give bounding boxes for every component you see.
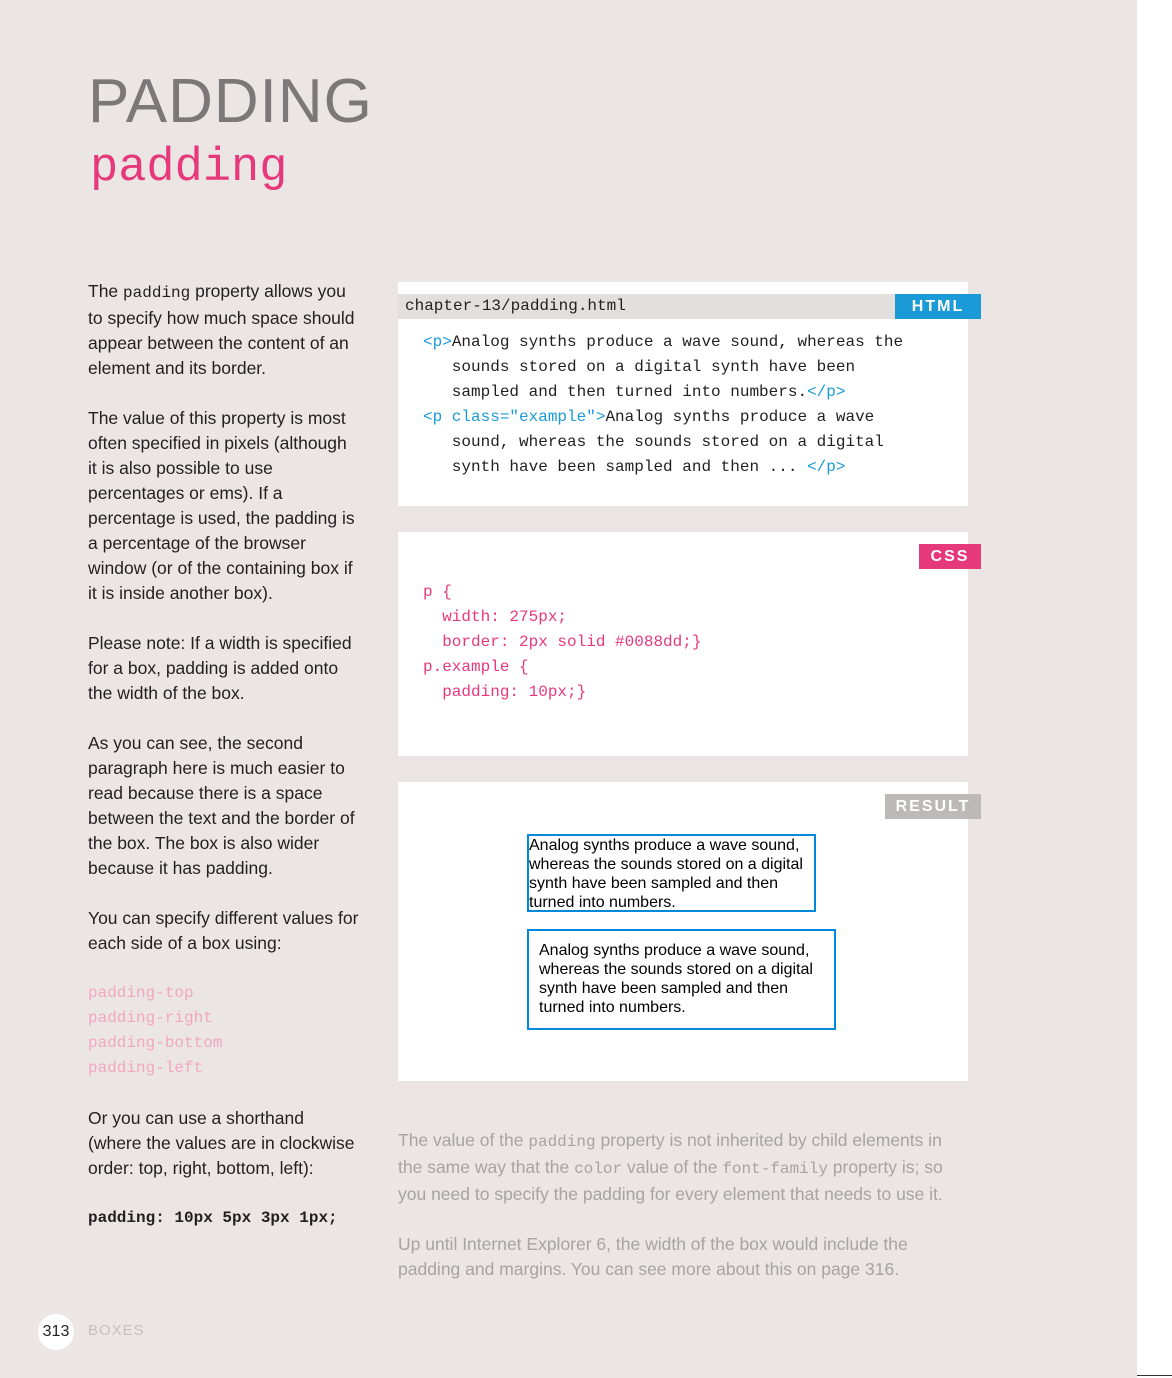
result-panel (398, 782, 971, 1081)
page-title: PADDING (88, 67, 373, 136)
property-item: padding-top (88, 984, 194, 1002)
property-list (88, 981, 360, 1081)
result-paragraph-plain: Analog synths produce a wave sound, whereas the sounds stored on a digital synth have been sampled and then turned into numbers. (527, 834, 816, 912)
html-code-panel (398, 282, 968, 506)
paragraph: Or you can use a shorthand (where the values are in clockwise order: top, right, bottom, left): (88, 1108, 355, 1178)
page-edge-line (1137, 1375, 1172, 1376)
section-name: BOXES (88, 1322, 145, 1339)
property-item: padding-bottom (88, 1034, 223, 1052)
note-paragraph: The value of the padding property is not inherited by child elements in the same way that the color value of the font-family property is; so you need to specify the padding for every element that needs to use it. (398, 1130, 943, 1204)
css-tag-label: CSS (919, 544, 981, 569)
paragraph: The value of this property is most often specified in pixels (although it is also possible to use percentages or ems). If a percentage is used, the padding is a percentage of the browser window (or of the containing box if it is inside another box). (88, 408, 355, 603)
html-code: <p>Analog synths produce a wave sound, whereas the sounds stored on a digital synth have been sampled and then turned into numbers.</p> <p class="example">Analog synths produce a wave sound, whereas the sounds stored on a digital synth have been sampled and then ... </p> (423, 333, 904, 476)
property-item: padding-right (88, 1009, 213, 1027)
notes (398, 1128, 968, 1282)
property-item: padding-left (88, 1059, 204, 1077)
paragraph: Please note: If a width is specified for a box, padding is added onto the width of the box. (88, 633, 352, 703)
css-code-panel (398, 532, 968, 756)
result-paragraph-padded: Analog synths produce a wave sound, whereas the sounds stored on a digital synth have been sampled and then turned into numbers. (527, 929, 836, 1030)
page-subtitle: padding (90, 142, 288, 195)
paragraph: You can specify different values for each side of a box using: (88, 908, 359, 953)
filename-bar: chapter-13/padding.html (398, 294, 981, 319)
result-tag-label: RESULT (885, 794, 981, 819)
html-tag-label: HTML (895, 294, 981, 319)
note-paragraph: Up until Internet Explorer 6, the width of the box would include the padding and margins. You can see more about this on page 316. (398, 1234, 908, 1279)
css-code: p { width: 275px; border: 2px solid #0088dd;} p.example { padding: 10px;} (423, 583, 702, 701)
page-number: 313 (38, 1314, 74, 1350)
shorthand-example: padding: 10px 5px 3px 1px; (88, 1209, 338, 1227)
paragraph: The padding property allows you to specify how much space should appear between the content of an element and its border. (88, 281, 355, 378)
paragraph: As you can see, the second paragraph here is much easier to read because there is a space between the text and the border of the box. The box is also wider because it has padding. (88, 733, 355, 878)
sidebar-text (88, 279, 360, 1231)
